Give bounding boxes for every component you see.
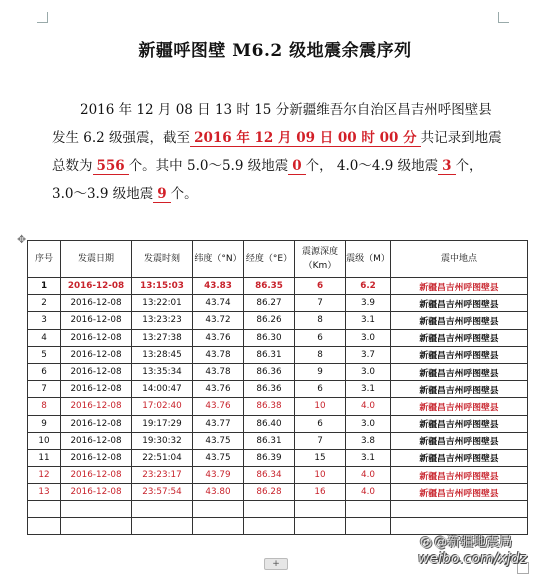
cell-time: 19:17:29	[132, 415, 193, 432]
cell-seq: 10	[28, 432, 61, 449]
cell-place: 新疆昌吉州呼图壁县	[391, 484, 528, 501]
cell-magnitude: 4.0	[346, 467, 391, 484]
corner-crop-mark-right	[498, 12, 509, 23]
cell-time: 17:02:40	[132, 398, 193, 415]
cell-place: 新疆昌吉州呼图壁县	[391, 449, 528, 466]
cell-seq: 8	[28, 398, 61, 415]
empty-cell	[193, 501, 244, 518]
table-header-row	[28, 241, 528, 278]
table-row	[28, 295, 528, 312]
count-m5-highlight: 0	[288, 158, 305, 175]
cell-seq: 9	[28, 415, 61, 432]
cell-date: 2016-12-08	[61, 415, 132, 432]
cell-longitude: 86.26	[244, 312, 295, 329]
cell-longitude: 86.27	[244, 295, 295, 312]
cell-depth: 15	[295, 449, 346, 466]
summary-text-6: 个。	[170, 186, 198, 202]
cell-date: 2016-12-08	[61, 432, 132, 449]
cell-date: 2016-12-08	[61, 278, 132, 295]
cell-latitude: 43.77	[193, 415, 244, 432]
cell-time: 23:23:17	[132, 467, 193, 484]
cell-date: 2016-12-08	[61, 312, 132, 329]
empty-cell	[346, 518, 391, 535]
cell-time: 13:22:01	[132, 295, 193, 312]
cell-place: 新疆昌吉州呼图壁县	[391, 295, 528, 312]
cell-time: 13:23:23	[132, 312, 193, 329]
cell-date: 2016-12-08	[61, 363, 132, 380]
cell-place: 新疆昌吉州呼图壁县	[391, 363, 528, 380]
cell-magnitude: 3.1	[346, 381, 391, 398]
cell-latitude: 43.76	[193, 398, 244, 415]
cell-time: 14:00:47	[132, 381, 193, 398]
summary-text-3: 个。其中 5.0～5.9 级地震	[128, 158, 289, 174]
count-m4-highlight: 3	[438, 158, 455, 175]
cell-latitude: 43.79	[193, 467, 244, 484]
cell-magnitude: 3.0	[346, 329, 391, 346]
cell-latitude: 43.75	[193, 449, 244, 466]
cell-depth: 6	[295, 278, 346, 295]
cell-longitude: 86.35	[244, 278, 295, 295]
cell-magnitude: 3.0	[346, 363, 391, 380]
empty-cell	[28, 501, 61, 518]
watermark-url: weibo.com/xjdz	[418, 551, 527, 567]
table-row	[28, 398, 528, 415]
total-count-highlight: 556	[93, 158, 129, 175]
header-place: 震中地点	[391, 241, 528, 278]
cell-latitude: 43.75	[193, 432, 244, 449]
table-row	[28, 415, 528, 432]
cell-date: 2016-12-08	[61, 381, 132, 398]
cell-seq: 1	[28, 278, 61, 295]
cell-date: 2016-12-08	[61, 449, 132, 466]
cell-place: 新疆昌吉州呼图壁县	[391, 432, 528, 449]
cell-place: 新疆昌吉州呼图壁县	[391, 467, 528, 484]
empty-cell	[295, 518, 346, 535]
cell-place: 新疆昌吉州呼图壁县	[391, 329, 528, 346]
cell-depth: 10	[295, 467, 346, 484]
cell-longitude: 86.40	[244, 415, 295, 432]
cell-longitude: 86.38	[244, 398, 295, 415]
cell-latitude: 43.74	[193, 295, 244, 312]
cell-longitude: 86.30	[244, 329, 295, 346]
empty-cell	[346, 501, 391, 518]
cell-magnitude: 6.2	[346, 278, 391, 295]
cell-seq: 12	[28, 467, 61, 484]
empty-cell	[391, 501, 528, 518]
summary-text-5: 个，3.0～3.9 级地震	[52, 158, 483, 202]
cell-time: 23:57:54	[132, 484, 193, 501]
cell-magnitude: 3.9	[346, 295, 391, 312]
cell-date: 2016-12-08	[61, 346, 132, 363]
empty-cell	[28, 518, 61, 535]
cutoff-time-highlight: 2016 年 12 月 09 日 00 时 00 分	[190, 130, 421, 147]
cell-depth: 16	[295, 484, 346, 501]
cell-time: 13:28:45	[132, 346, 193, 363]
table-row	[28, 312, 528, 329]
cell-latitude: 43.78	[193, 363, 244, 380]
cell-place: 新疆昌吉州呼图壁县	[391, 312, 528, 329]
header-magnitude: 震级（M）	[346, 241, 391, 278]
cell-latitude: 43.83	[193, 278, 244, 295]
cell-place: 新疆昌吉州呼图壁县	[391, 381, 528, 398]
cell-longitude: 86.36	[244, 381, 295, 398]
cell-place: 新疆昌吉州呼图壁县	[391, 415, 528, 432]
summary-paragraph	[52, 96, 504, 208]
cell-place: 新疆昌吉州呼图壁县	[391, 346, 528, 363]
empty-cell	[132, 501, 193, 518]
table-row	[28, 432, 528, 449]
table-resize-handle-icon[interactable]: +	[264, 558, 288, 570]
cell-magnitude: 3.1	[346, 449, 391, 466]
empty-cell	[61, 501, 132, 518]
watermark-account-text: @新疆地震局	[434, 535, 513, 550]
table-row	[28, 449, 528, 466]
corner-crop-mark-left	[37, 12, 48, 23]
empty-cell	[244, 518, 295, 535]
cell-seq: 2	[28, 295, 61, 312]
cell-seq: 5	[28, 346, 61, 363]
cell-time: 13:35:34	[132, 363, 193, 380]
cell-depth: 8	[295, 346, 346, 363]
cell-latitude: 43.80	[193, 484, 244, 501]
table-row	[28, 363, 528, 380]
cell-latitude: 43.76	[193, 329, 244, 346]
cell-seq: 6	[28, 363, 61, 380]
summary-text-2: 共记录到地震总数为	[52, 130, 502, 174]
cell-depth: 6	[295, 329, 346, 346]
document-title: 新疆呼图壁 M6.2 级地震余震序列	[138, 41, 412, 61]
cell-date: 2016-12-08	[61, 329, 132, 346]
cell-date: 2016-12-08	[61, 484, 132, 501]
cell-time: 19:30:32	[132, 432, 193, 449]
header-latitude: 纬度（°N）	[193, 241, 244, 278]
cell-magnitude: 3.1	[346, 312, 391, 329]
cell-depth: 8	[295, 312, 346, 329]
table-row	[28, 467, 528, 484]
cell-depth: 10	[295, 398, 346, 415]
cell-time: 13:15:03	[132, 278, 193, 295]
table-row	[28, 329, 528, 346]
header-depth: 震源深度（Km）	[295, 241, 346, 278]
cell-depth: 6	[295, 415, 346, 432]
cell-latitude: 43.72	[193, 312, 244, 329]
header-longitude: 经度（°E）	[244, 241, 295, 278]
cell-seq: 4	[28, 329, 61, 346]
cell-longitude: 86.34	[244, 467, 295, 484]
table-row	[28, 278, 528, 295]
cell-longitude: 86.39	[244, 449, 295, 466]
cell-depth: 9	[295, 363, 346, 380]
cell-longitude: 86.28	[244, 484, 295, 501]
cell-date: 2016-12-08	[61, 467, 132, 484]
cell-magnitude: 3.8	[346, 432, 391, 449]
cell-latitude: 43.76	[193, 381, 244, 398]
header-seq: 序号	[28, 241, 61, 278]
cell-longitude: 86.31	[244, 346, 295, 363]
cell-seq: 7	[28, 381, 61, 398]
header-time: 发震时刻	[132, 241, 193, 278]
cell-longitude: 86.36	[244, 363, 295, 380]
table-row	[28, 381, 528, 398]
empty-cell	[244, 501, 295, 518]
cell-time: 22:51:04	[132, 449, 193, 466]
table-move-handle-icon[interactable]: ✥	[17, 233, 27, 246]
count-m3-highlight: 9	[153, 186, 170, 203]
cell-latitude: 43.78	[193, 346, 244, 363]
cell-seq: 3	[28, 312, 61, 329]
cell-seq: 13	[28, 484, 61, 501]
empty-cell	[295, 501, 346, 518]
header-date: 发震日期	[61, 241, 132, 278]
table-row	[28, 346, 528, 363]
cell-date: 2016-12-08	[61, 398, 132, 415]
weibo-logo-icon: ◎	[420, 534, 433, 550]
cell-place: 新疆昌吉州呼图壁县	[391, 278, 528, 295]
empty-cell	[61, 518, 132, 535]
empty-cell	[193, 518, 244, 535]
cell-magnitude: 3.0	[346, 415, 391, 432]
empty-cell	[132, 518, 193, 535]
summary-text-4: 个， 4.0～4.9 级地震	[305, 158, 439, 174]
cell-magnitude: 4.0	[346, 484, 391, 501]
cell-date: 2016-12-08	[61, 295, 132, 312]
table-row-empty	[28, 501, 528, 518]
cell-magnitude: 3.7	[346, 346, 391, 363]
cell-depth: 7	[295, 295, 346, 312]
cell-longitude: 86.31	[244, 432, 295, 449]
watermark-account	[420, 531, 512, 550]
cell-depth: 7	[295, 432, 346, 449]
table-row	[28, 484, 528, 501]
cell-time: 13:27:38	[132, 329, 193, 346]
cell-place: 新疆昌吉州呼图壁县	[391, 398, 528, 415]
cell-seq: 11	[28, 449, 61, 466]
summary-text-1: 2016 年 12 月 08 日 13 时 15 分新疆维吾尔自治区昌吉州呼图壁县发生 6.2 级强震，截至	[52, 102, 492, 146]
cell-magnitude: 4.0	[346, 398, 391, 415]
cell-depth: 6	[295, 381, 346, 398]
aftershock-table	[27, 240, 528, 535]
